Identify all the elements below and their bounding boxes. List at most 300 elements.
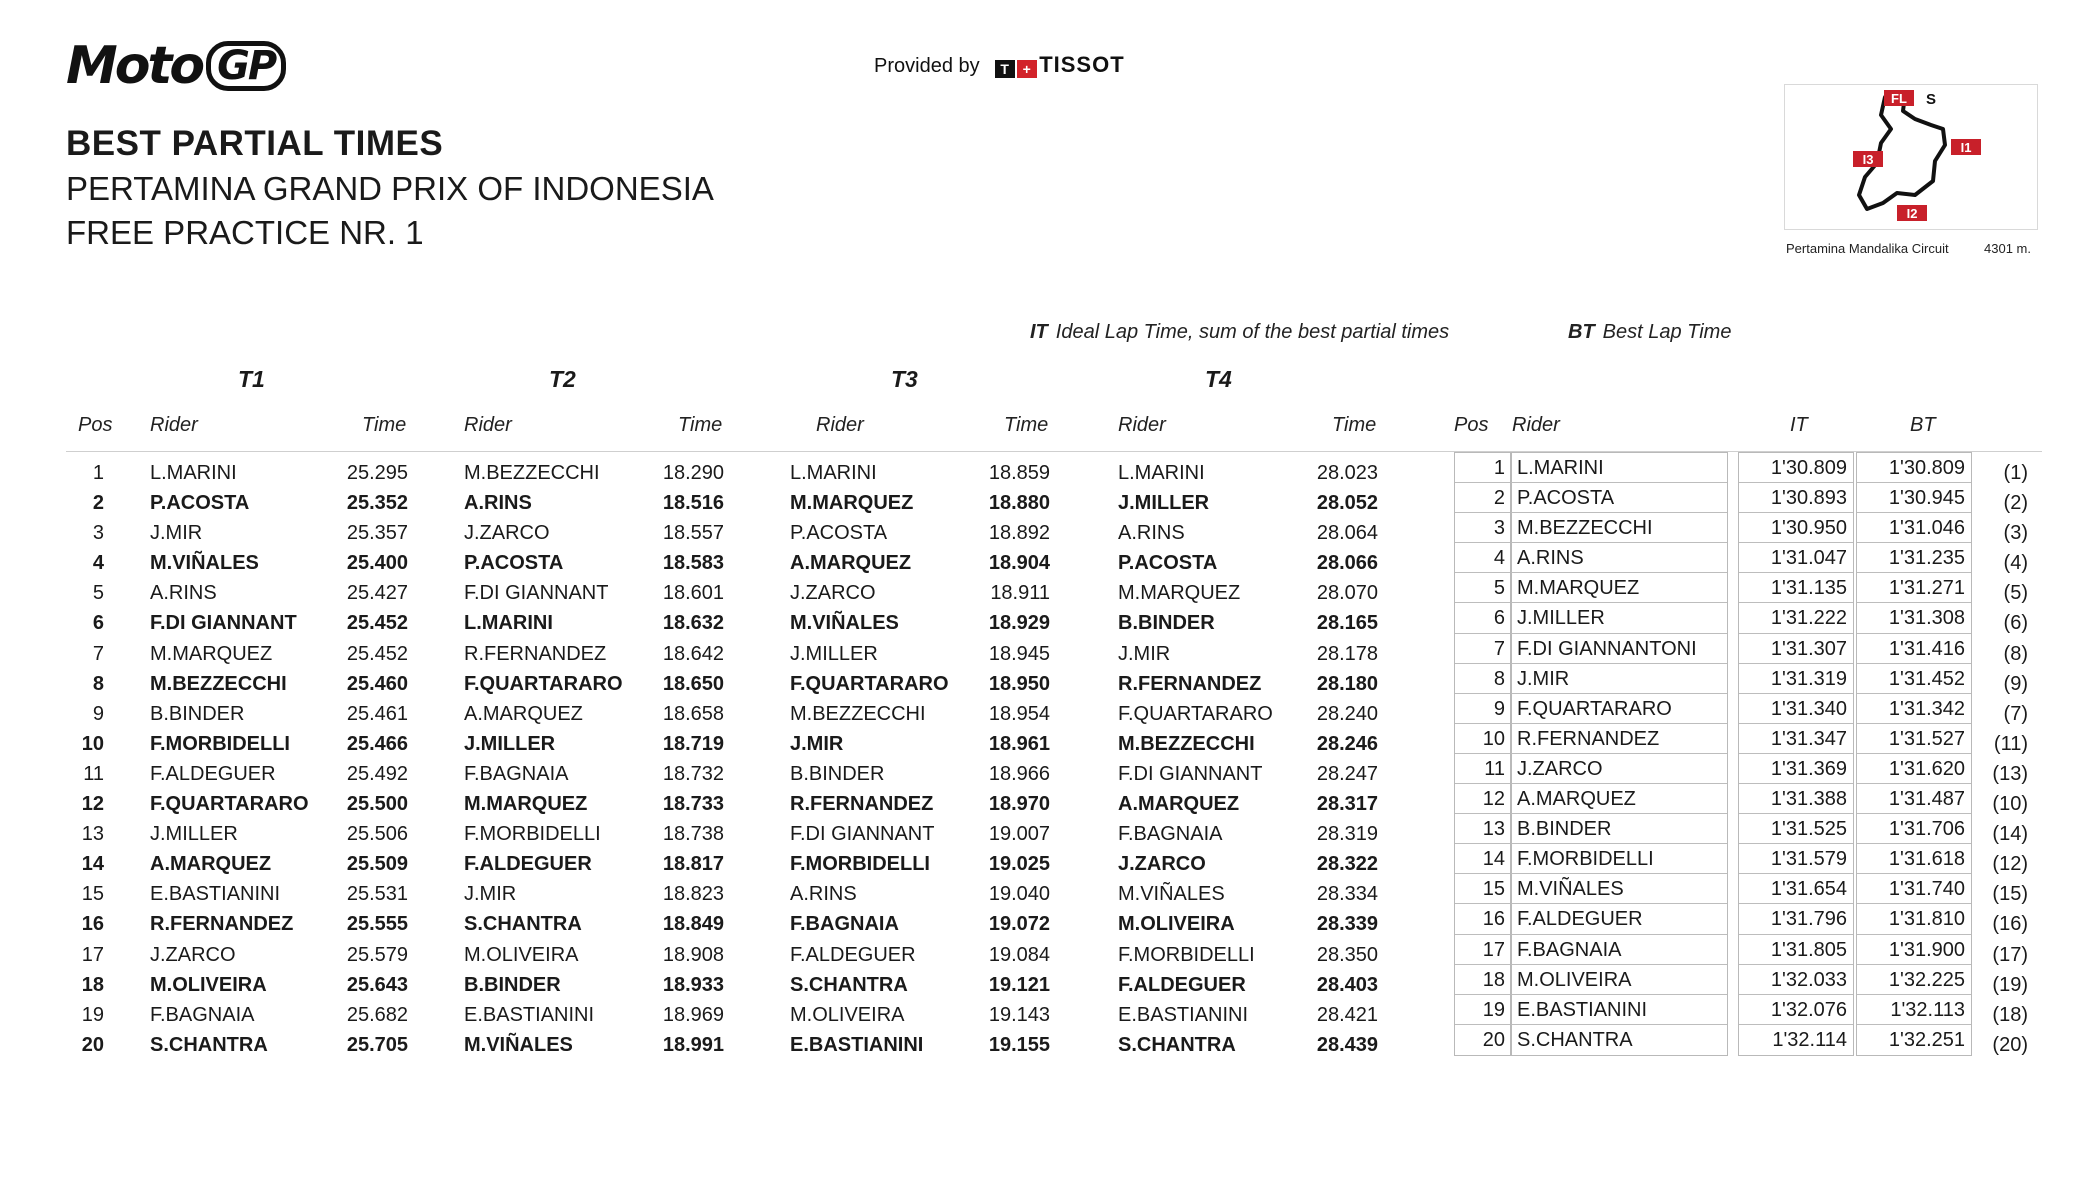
ideal-rank-cell: (12) (1992, 853, 2028, 876)
t4-rider-cell: P.ACOSTA (1118, 552, 1218, 575)
ideal-bt-cell: 1'32.251 (1888, 1028, 1965, 1051)
section-t3: T3 (891, 366, 918, 392)
pos-cell: 7 (92, 642, 104, 665)
marker-i3-label: I3 (1862, 152, 1874, 167)
t1-time-cell: 25.509 (346, 853, 408, 876)
t4-time-cell: 28.240 (1316, 702, 1378, 725)
t2-time-cell: 18.738 (662, 823, 724, 846)
t3-time-cell: 19.121 (988, 973, 1050, 996)
ideal-pos-cell: 14 (1455, 844, 1511, 874)
t2-time-column (636, 458, 724, 1060)
t4-time-cell: 28.334 (1316, 883, 1378, 906)
t1-time-column (320, 458, 408, 1060)
pos-cell: 14 (81, 853, 104, 876)
marker-i2-label: I2 (1906, 206, 1918, 221)
t1-rider-cell: M.BEZZECCHI (150, 672, 287, 695)
header-rider-t3: Rider (816, 414, 864, 436)
ideal-rider-cell: E.BASTIANINI (1511, 995, 1727, 1025)
t1-time-cell: 25.492 (346, 762, 408, 785)
t2-time-cell: 18.601 (662, 582, 724, 605)
t3-rider-cell: E.BASTIANINI (790, 1033, 924, 1056)
pos-cell: 17 (81, 943, 104, 966)
t3-rider-cell: M.VIÑALES (790, 612, 899, 635)
ideal-it-cell: 1'31.796 (1739, 904, 1853, 934)
t2-rider-cell: J.MIR (464, 883, 517, 906)
t4-time-cell: 28.350 (1316, 943, 1378, 966)
ideal-it-cell: 1'31.340 (1739, 694, 1853, 724)
t1-time-cell: 25.357 (346, 522, 408, 545)
pos-cell: 12 (81, 793, 104, 816)
t1-rider-cell: J.MIR (150, 522, 203, 545)
t2-time-cell: 18.969 (662, 1003, 724, 1026)
t1-time-cell: 25.400 (346, 552, 408, 575)
t4-time-column (1290, 458, 1378, 1060)
t2-time-cell: 18.933 (662, 973, 724, 996)
t2-rider-cell: R.FERNANDEZ (464, 642, 607, 665)
t2-rider-cell: L.MARINI (464, 612, 553, 635)
ideal-pos-cell: 20 (1482, 1028, 1505, 1051)
ideal-bt-cell: 1'31.487 (1857, 784, 1971, 814)
t2-rider-cell: F.DI GIANNANT (464, 582, 609, 605)
t2-rider-cell: B.BINDER (464, 973, 561, 996)
t3-rider-cell: F.MORBIDELLI (790, 853, 930, 876)
t3-rider-cell: S.CHANTRA (790, 973, 908, 996)
t4-time-cell: 28.165 (1316, 612, 1378, 635)
t4-time-cell: 28.317 (1316, 793, 1378, 816)
ideal-rank-cell: (14) (1992, 823, 2028, 846)
ideal-it-cell: 1'31.319 (1739, 664, 1853, 694)
ideal-pos-cell: 4 (1455, 543, 1511, 573)
ideal-rank-cell: (16) (1992, 913, 2028, 936)
ideal-bt-cell: 1'31.235 (1857, 543, 1971, 573)
ideal-rank-cell: (18) (1992, 1003, 2028, 1026)
t4-time-cell: 28.070 (1316, 582, 1378, 605)
t4-time-cell: 28.246 (1316, 732, 1378, 755)
marker-s-label: S (1925, 91, 1937, 108)
t1-rider-cell: E.BASTIANINI (150, 883, 281, 906)
ideal-pos-cell: 16 (1455, 904, 1511, 934)
t3-rider-cell: F.ALDEGUER (790, 943, 916, 966)
header-time-t1: Time (362, 414, 407, 436)
ideal-it-cell: 1'31.654 (1739, 874, 1853, 904)
t2-time-cell: 18.817 (662, 853, 724, 876)
t4-time-cell: 28.064 (1316, 522, 1378, 545)
pos-cell: 10 (81, 732, 104, 755)
legend-it-abbr: IT (1030, 321, 1048, 343)
t1-rider-cell: M.OLIVEIRA (150, 973, 267, 996)
t1-rider-cell: M.MARQUEZ (150, 642, 273, 665)
marker-i1-label: I1 (1960, 140, 1972, 155)
ideal-it-cell: 1'31.222 (1739, 603, 1853, 633)
t3-time-cell: 18.970 (988, 793, 1050, 816)
t2-time-cell: 18.849 (662, 913, 724, 936)
t1-rider-cell: J.MILLER (150, 823, 238, 846)
ideal-rider-cell: A.MARQUEZ (1511, 784, 1727, 814)
t3-time-cell: 18.929 (988, 612, 1050, 635)
t2-rider-column (464, 458, 623, 1060)
t3-rider-cell: J.MILLER (790, 642, 878, 665)
ideal-rank-cell: (15) (1992, 883, 2028, 906)
motogp-logo (66, 36, 286, 96)
t3-rider-cell: M.MARQUEZ (790, 492, 914, 515)
ideal-it-cell: 1'32.033 (1739, 965, 1853, 995)
circuit-outline-icon (1785, 85, 2037, 229)
t2-rider-cell: F.BAGNAIA (464, 762, 569, 785)
t1-rider-cell: A.MARQUEZ (150, 853, 272, 876)
t1-rider-column (150, 458, 309, 1060)
ideal-rank-cell: (6) (2003, 612, 2028, 635)
t2-time-cell: 18.908 (662, 943, 724, 966)
ideal-pos-cell: 5 (1455, 573, 1511, 603)
pos-cell: 16 (81, 913, 104, 936)
section-t4: T4 (1205, 366, 1232, 392)
t1-rider-cell: M.VIÑALES (150, 552, 259, 575)
ideal-rider-cell: R.FERNANDEZ (1511, 724, 1727, 754)
ideal-rider-cell: F.MORBIDELLI (1511, 844, 1727, 874)
pos-cell: 6 (92, 612, 104, 635)
t1-time-cell: 25.452 (346, 612, 408, 635)
ideal-rider-cell: B.BINDER (1511, 814, 1727, 844)
ideal-it-cell: 1'31.047 (1739, 543, 1853, 573)
t4-rider-cell: E.BASTIANINI (1118, 1003, 1249, 1026)
pos-cell: 1 (92, 462, 104, 484)
t2-time-cell: 18.732 (662, 762, 724, 785)
t3-time-cell: 18.880 (988, 492, 1050, 515)
ideal-pos-cell: 17 (1455, 935, 1511, 965)
ideal-pos-cell: 19 (1455, 995, 1511, 1025)
ideal-rider-cell: M.MARQUEZ (1511, 573, 1727, 603)
legend-it-text: Ideal Lap Time, sum of the best partial times (1055, 321, 1450, 343)
t4-time-cell: 28.066 (1316, 552, 1378, 575)
ideal-bt-cell: 1'32.113 (1857, 995, 1971, 1025)
t4-time-cell: 28.339 (1316, 913, 1378, 936)
t1-time-cell: 25.643 (346, 973, 408, 996)
logo-moto-text: Moto (66, 36, 203, 96)
t1-rider-cell: A.RINS (150, 582, 217, 605)
t4-rider-cell: J.MIR (1118, 642, 1171, 665)
ideal-rank-cell: (5) (2003, 582, 2028, 605)
legend-bt-text: Best Lap Time (1602, 321, 1732, 343)
t1-rider-cell: F.BAGNAIA (150, 1003, 255, 1026)
t3-rider-cell: R.FERNANDEZ (790, 793, 934, 816)
t4-rider-cell: J.ZARCO (1118, 853, 1206, 876)
header-rider-ideal: Rider (1512, 414, 1560, 436)
t3-rider-cell: J.ZARCO (790, 582, 876, 605)
t2-rider-cell: F.QUARTARARO (464, 672, 623, 695)
header-rider-t4: Rider (1118, 414, 1166, 436)
t2-rider-cell: M.MARQUEZ (464, 793, 588, 816)
ideal-bt-cell: 1'31.527 (1857, 724, 1971, 754)
pos-cell: 2 (92, 492, 104, 515)
t2-rider-cell: A.MARQUEZ (464, 702, 583, 725)
t2-rider-cell: A.RINS (464, 492, 532, 515)
ideal-rider-cell: M.OLIVEIRA (1511, 965, 1727, 995)
sponsor-name: TISSOT (1039, 52, 1125, 77)
t2-time-cell: 18.516 (662, 492, 724, 515)
t4-rider-cell: F.ALDEGUER (1118, 973, 1246, 996)
t2-time-cell: 18.823 (662, 883, 724, 906)
ideal-it-cell: 1'31.135 (1739, 573, 1853, 603)
ideal-it-column (1738, 452, 1854, 1056)
t4-rider-cell: M.VIÑALES (1118, 883, 1225, 906)
ideal-bt-cell: 1'32.225 (1857, 965, 1971, 995)
t4-rider-cell: M.MARQUEZ (1118, 582, 1241, 605)
t4-rider-cell: J.MILLER (1118, 492, 1210, 515)
t3-time-cell: 18.945 (988, 642, 1050, 665)
header-time-t3: Time (1004, 414, 1049, 436)
t3-rider-cell: A.RINS (790, 883, 857, 906)
t3-rider-cell: F.QUARTARARO (790, 672, 949, 695)
t3-rider-cell: A.MARQUEZ (790, 552, 912, 575)
t2-time-cell: 18.719 (662, 732, 724, 755)
t1-time-cell: 25.460 (346, 672, 408, 695)
t1-rider-cell: S.CHANTRA (150, 1033, 268, 1056)
ideal-rider-cell: F.QUARTARARO (1511, 694, 1727, 724)
t4-rider-cell: F.MORBIDELLI (1118, 943, 1255, 966)
ideal-pos-column (1454, 452, 1512, 1056)
circuit-length: 4301 m. (1984, 241, 2031, 256)
t1-time-cell: 25.466 (346, 732, 408, 755)
ideal-rank-column (1976, 458, 2028, 1060)
t1-time-cell: 25.427 (346, 582, 408, 605)
header-time-t4: Time (1332, 414, 1377, 436)
t4-rider-cell: M.OLIVEIRA (1118, 913, 1235, 936)
ideal-rider-cell: L.MARINI (1511, 453, 1727, 483)
session-title: FREE PRACTICE NR. 1 (66, 214, 424, 251)
t3-time-cell: 18.911 (990, 582, 1050, 605)
t3-rider-cell: B.BINDER (790, 762, 885, 785)
t2-time-cell: 18.583 (662, 552, 724, 575)
ideal-rider-cell: J.MIR (1511, 664, 1727, 694)
legend-it (1030, 321, 1449, 344)
t3-rider-cell: P.ACOSTA (790, 522, 888, 545)
ideal-pos-cell: 3 (1455, 513, 1511, 543)
pos-cell: 3 (92, 522, 104, 545)
t1-rider-cell: F.DI GIANNANT (150, 612, 297, 635)
ideal-rank-cell: (17) (1992, 943, 2028, 966)
ideal-bt-cell: 1'31.740 (1857, 874, 1971, 904)
ideal-bt-cell: 1'30.945 (1857, 483, 1971, 513)
legend-bt (1568, 321, 1731, 344)
ideal-rider-cell: F.ALDEGUER (1511, 904, 1727, 934)
t4-rider-cell: L.MARINI (1118, 462, 1205, 484)
t2-rider-cell: J.MILLER (464, 732, 556, 755)
ideal-rider-cell: S.CHANTRA (1517, 1028, 1633, 1051)
t3-time-cell: 18.859 (988, 462, 1050, 484)
t3-rider-cell: J.MIR (790, 732, 844, 755)
page-title: BEST PARTIAL TIMES (66, 124, 444, 163)
pos-column (66, 458, 104, 1060)
ideal-rank-cell: (8) (2003, 642, 2028, 665)
t1-time-cell: 25.682 (346, 1003, 408, 1026)
ideal-rank-cell: (2) (2003, 492, 2028, 515)
t3-time-cell: 19.155 (988, 1033, 1050, 1056)
t3-rider-cell: L.MARINI (790, 462, 877, 484)
ideal-bt-cell: 1'31.810 (1857, 904, 1971, 934)
ideal-rank-cell: (3) (2003, 522, 2028, 545)
t3-rider-cell: M.BEZZECCHI (790, 702, 926, 725)
t3-time-cell: 18.966 (988, 762, 1050, 785)
t2-rider-cell: M.BEZZECCHI (464, 462, 600, 484)
t3-time-cell: 19.084 (988, 943, 1050, 966)
t2-rider-cell: M.VIÑALES (464, 1033, 573, 1056)
t1-time-cell: 25.531 (346, 883, 408, 906)
t1-time-cell: 25.555 (346, 913, 408, 936)
t1-time-cell: 25.500 (346, 793, 408, 816)
t3-time-cell: 18.961 (988, 732, 1050, 755)
t1-time-cell: 25.295 (346, 462, 408, 484)
ideal-it-cell: 1'31.369 (1739, 754, 1853, 784)
pos-cell: 4 (92, 552, 104, 575)
t2-rider-cell: J.ZARCO (464, 522, 550, 545)
t4-time-cell: 28.319 (1316, 823, 1378, 846)
header-pos-ideal: Pos (1454, 414, 1489, 436)
pos-cell: 5 (92, 582, 104, 605)
ideal-rank-cell: (19) (1992, 973, 2028, 996)
ideal-bt-column (1856, 452, 1972, 1056)
ideal-rank-cell: (7) (2003, 702, 2028, 725)
ideal-bt-cell: 1'31.900 (1857, 935, 1971, 965)
ideal-it-cell: 1'30.809 (1739, 453, 1853, 483)
t4-rider-cell: F.DI GIANNANT (1118, 762, 1263, 785)
ideal-it-cell: 1'31.347 (1739, 724, 1853, 754)
t2-rider-cell: E.BASTIANINI (464, 1003, 595, 1026)
ideal-rider-cell: A.RINS (1511, 543, 1727, 573)
t4-time-cell: 28.178 (1316, 642, 1378, 665)
ideal-bt-cell: 1'31.342 (1857, 694, 1971, 724)
t2-time-cell: 18.733 (662, 793, 724, 816)
ideal-it-cell: 1'32.076 (1739, 995, 1853, 1025)
t1-rider-cell: F.MORBIDELLI (150, 732, 290, 755)
ideal-it-cell: 1'32.114 (1772, 1028, 1847, 1051)
t4-time-cell: 28.180 (1316, 672, 1378, 695)
ideal-it-cell: 1'31.388 (1739, 784, 1853, 814)
t3-rider-cell: F.DI GIANNANT (790, 823, 935, 846)
circuit-map (1784, 84, 2038, 230)
t4-time-cell: 28.023 (1316, 462, 1378, 484)
t4-time-cell: 28.247 (1316, 762, 1378, 785)
pos-cell: 18 (81, 973, 104, 996)
ideal-pos-cell: 11 (1455, 754, 1511, 784)
t3-time-cell: 19.143 (988, 1003, 1050, 1026)
t1-rider-cell: L.MARINI (150, 462, 237, 484)
t4-rider-cell: A.RINS (1118, 522, 1185, 545)
ideal-rider-cell: F.BAGNAIA (1511, 935, 1727, 965)
ideal-rank-cell: (10) (1992, 793, 2028, 816)
t2-rider-cell: S.CHANTRA (464, 913, 582, 936)
circuit-name: Pertamina Mandalika Circuit (1786, 241, 1949, 256)
t3-time-cell: 18.950 (988, 672, 1050, 695)
logo-gp-text: GP (206, 41, 286, 91)
t2-rider-cell: F.MORBIDELLI (464, 823, 601, 846)
swiss-cross-icon: + (1017, 60, 1037, 78)
t1-time-cell: 25.461 (346, 702, 408, 725)
section-t1: T1 (238, 366, 265, 392)
t1-rider-cell: R.FERNANDEZ (150, 913, 294, 936)
ideal-bt-cell: 1'31.271 (1857, 573, 1971, 603)
ideal-it-cell: 1'31.307 (1739, 634, 1853, 664)
ideal-rank-cell: (20) (1992, 1033, 2028, 1056)
ideal-rank-cell: (9) (2003, 672, 2028, 695)
t4-rider-cell: M.BEZZECCHI (1118, 732, 1255, 755)
header-pos: Pos (78, 414, 113, 436)
t4-rider-cell: R.FERNANDEZ (1118, 672, 1262, 695)
t1-rider-cell: J.ZARCO (150, 943, 236, 966)
t3-time-cell: 19.025 (988, 853, 1050, 876)
ideal-bt-cell: 1'31.618 (1857, 844, 1971, 874)
t3-time-cell: 18.892 (988, 522, 1050, 545)
header-it: IT (1790, 414, 1808, 436)
ideal-pos-cell: 1 (1455, 453, 1511, 483)
t3-rider-cell: F.BAGNAIA (790, 913, 899, 936)
t4-rider-cell: S.CHANTRA (1118, 1033, 1236, 1056)
t2-time-cell: 18.658 (662, 702, 724, 725)
t3-time-cell: 18.954 (988, 702, 1050, 725)
t2-time-cell: 18.991 (662, 1033, 724, 1056)
ideal-rider-cell: M.BEZZECCHI (1511, 513, 1727, 543)
pos-cell: 9 (92, 702, 104, 725)
marker-fl-label: FL (1891, 91, 1907, 106)
ideal-it-cell: 1'31.805 (1739, 935, 1853, 965)
ideal-pos-cell: 18 (1455, 965, 1511, 995)
t3-rider-column (790, 458, 949, 1060)
t1-time-cell: 25.452 (346, 642, 408, 665)
section-t2: T2 (549, 366, 576, 392)
ideal-it-cell: 1'30.893 (1739, 483, 1853, 513)
ideal-bt-cell: 1'31.620 (1857, 754, 1971, 784)
ideal-pos-cell: 12 (1455, 784, 1511, 814)
ideal-pos-cell: 13 (1455, 814, 1511, 844)
t4-time-cell: 28.421 (1316, 1003, 1378, 1026)
ideal-rider-cell: M.VIÑALES (1511, 874, 1727, 904)
t2-rider-cell: F.ALDEGUER (464, 853, 592, 876)
pos-cell: 19 (81, 1003, 104, 1026)
ideal-rank-cell: (4) (2003, 552, 2028, 575)
t2-rider-cell: M.OLIVEIRA (464, 943, 579, 966)
header-rider-t1: Rider (150, 414, 198, 436)
ideal-rider-column (1510, 452, 1728, 1056)
ideal-pos-cell: 8 (1455, 664, 1511, 694)
t1-time-cell: 25.506 (346, 823, 408, 846)
t3-time-cell: 19.072 (988, 913, 1050, 936)
ideal-pos-cell: 2 (1455, 483, 1511, 513)
ideal-bt-cell: 1'31.416 (1857, 634, 1971, 664)
ideal-pos-cell: 10 (1455, 724, 1511, 754)
t2-time-cell: 18.650 (662, 672, 724, 695)
t4-rider-cell: B.BINDER (1118, 612, 1215, 635)
t3-rider-cell: M.OLIVEIRA (790, 1003, 905, 1026)
provided-by-label: Provided by (874, 55, 980, 77)
t3-time-cell: 19.040 (988, 883, 1050, 906)
t2-time-cell: 18.632 (662, 612, 724, 635)
ideal-rider-cell: P.ACOSTA (1511, 483, 1727, 513)
provided-by (874, 52, 1125, 78)
t2-time-cell: 18.557 (662, 522, 724, 545)
t3-time-cell: 19.007 (988, 823, 1050, 846)
t4-rider-column (1118, 458, 1273, 1060)
tissot-logo (995, 52, 1124, 78)
ideal-bt-cell: 1'30.809 (1857, 453, 1971, 483)
header-rider-t2: Rider (464, 414, 512, 436)
t1-rider-cell: F.QUARTARARO (150, 793, 309, 816)
t3-time-column (962, 458, 1050, 1060)
pos-cell: 20 (81, 1033, 104, 1056)
ideal-pos-cell: 7 (1455, 634, 1511, 664)
ideal-pos-cell: 9 (1455, 694, 1511, 724)
t1-time-cell: 25.705 (346, 1033, 408, 1056)
ideal-rank-cell: (1) (2003, 462, 2028, 484)
pos-cell: 8 (92, 672, 104, 695)
